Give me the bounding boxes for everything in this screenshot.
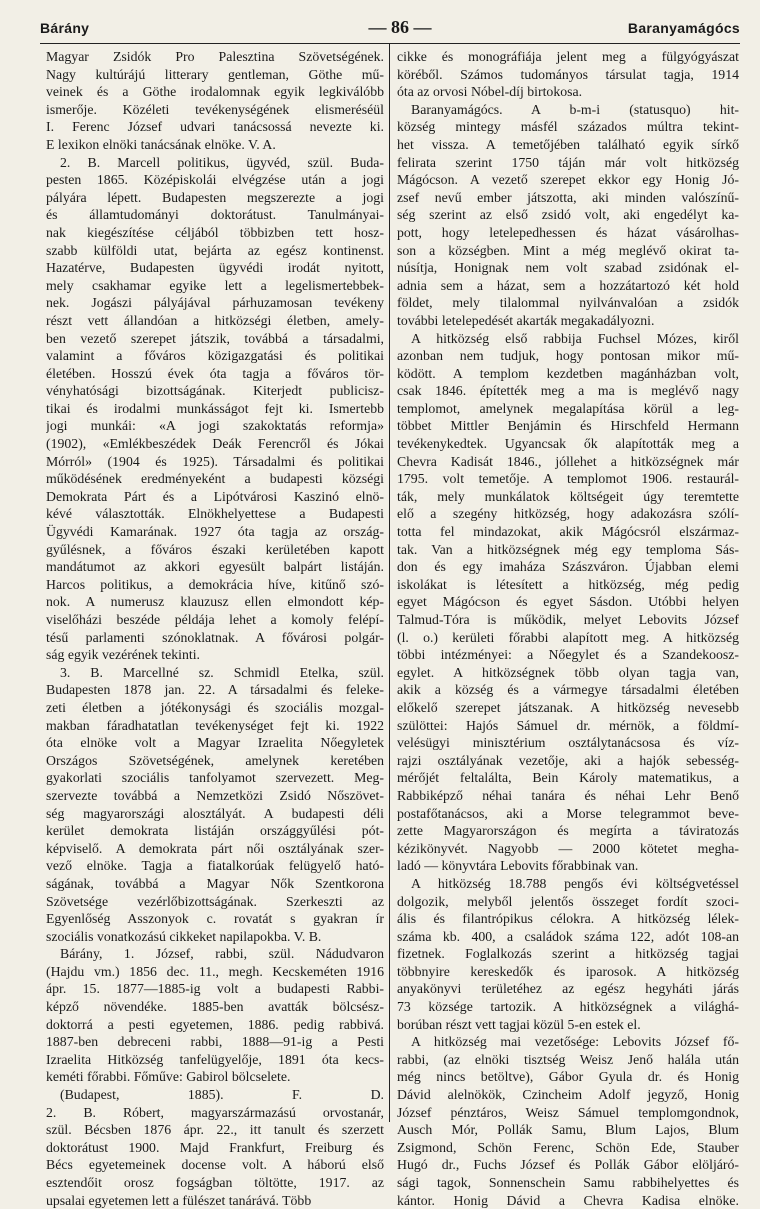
text-line: száma kb. 400, a családok száma 122, adót 108-an xyxy=(397,928,739,944)
text-line: szülöttei: Hajós Sámuel dr. mérnök, a földmí- xyxy=(397,717,739,733)
text-line: veinek és a Göthe irodalomnak egyik legkiválóbb xyxy=(46,84,384,100)
text-line: (1902), «Emlékbeszédek Deák Ferencről és Jókai xyxy=(46,436,384,452)
text-line: zette Magyarországon és megírta a táviratozás xyxy=(397,823,739,839)
header-left: Bárány xyxy=(40,20,90,36)
text-line: esztendőit orosz fogságban töltötte, 1917. az xyxy=(46,1175,384,1190)
text-line: fizetnek. Foglalkozás szerint a hitközség tagjai xyxy=(397,946,739,962)
text-line: ápr. 15. 1877—1885-ig volt a budapesti Rabbi- xyxy=(46,981,384,997)
text-line: postafőtanácsos, aki a Morse telegrammot beve- xyxy=(397,805,739,821)
text-line: 2. B. Marcell politikus, ügyvéd, szül. Buda- xyxy=(60,154,384,170)
text-line: többi intézményei: a Nőegylet és a Szandekoosz- xyxy=(397,647,739,663)
text-line: vényhatósági bizottságának. Kiterjedt publicisz- xyxy=(46,383,384,399)
running-head xyxy=(40,17,740,42)
text-line: Egyenlőség Asszonyok c. rovatát s gyakran ír xyxy=(46,911,384,927)
text-line: ség magyarországi alosztályát. A budapesti déli xyxy=(46,805,384,821)
text-line: tikai és irodalmi munkásságot fejt ki. Ismertebb xyxy=(46,400,384,416)
text-line: keméti főrabbi. Főműve: Gabirol bölcselete. xyxy=(46,1069,291,1085)
text-line: 1887-ben debreceni rabbi, 1888—91-ig a Pesti xyxy=(46,1034,384,1050)
text-line: 1795. volt temetője. A templomot 1906. restaurál- xyxy=(397,471,739,487)
text-line: sági tagok, Sonnenschein Samu rabbihelyettes és xyxy=(397,1175,739,1190)
text-line: pott, hogy letelepedhessen és házat vásárolhas- xyxy=(397,224,739,240)
page-number: — 86 — xyxy=(368,17,432,37)
text-line: köréből. Számos tudományos társulat tagja, 1914 xyxy=(397,66,739,82)
text-line: felirata szerint 1750 táján már volt hitközség xyxy=(397,154,739,170)
text-line: ság egyik vezérének tekinti. xyxy=(46,647,201,663)
text-line: borúban részt vett tagjai közül 5-en estek el. xyxy=(397,1016,641,1032)
text-line: vező elnöke. Tagja a fiatalkorúak felügyelő ható- xyxy=(46,858,384,874)
text-line: Demokrata Párt és a Lipótvárosi Kaszinó elnö- xyxy=(46,488,384,504)
text-line: ális és filantrópikus célokra. A hitközség lélek- xyxy=(397,911,739,927)
text-line: zeti életben a jótékonysági és szociális mozgal- xyxy=(46,699,384,715)
column-divider xyxy=(389,44,390,1122)
text-line: tevékenykedtek. Ugyancsak ők alapították meg a xyxy=(397,436,739,452)
text-line: 2. B. Róbert, magyarszármazású orvostanár, xyxy=(46,1104,384,1120)
text-line: község mintegy másfél százados múltra tekint- xyxy=(397,119,739,135)
text-line: ség szerint az első zsidó volt, aki engedélyt ka- xyxy=(397,207,739,223)
text-line: gyakorlati szociális tanfolyamot szervezett. Meg- xyxy=(46,770,384,786)
text-line: Dávid alelnökök, Czincheim Adolf jegyző, Honig xyxy=(397,1087,739,1103)
text-line: egyet Mágócson és egyet Sásdon. Utóbbi helyen xyxy=(397,594,739,610)
header-right: Baranyamágócs xyxy=(627,20,740,36)
text-line: Mágócson. A vezető szerepet ekkor egy Honig Jó- xyxy=(397,172,739,188)
text-line: Talmud-Tóra is működik, melyet Lebovits József xyxy=(397,612,739,627)
text-line: életében. Hosszú évek óta tagja a főváros tör- xyxy=(46,365,384,381)
text-line: mérőjét feltalálta, Bein Károly matematikus, a xyxy=(397,770,739,786)
header-rule xyxy=(40,43,740,44)
text-line: csak 1846. építették meg a ma is meglévő nagy xyxy=(397,383,739,399)
text-line: A hitközség 18.788 pengős évi költségvetéssel xyxy=(411,875,739,891)
text-line: Bécs egyetemeinek docense volt. A háború első xyxy=(46,1157,384,1173)
text-line: totta fel mindazokat, akik Mágócsról elszármaz- xyxy=(397,524,739,540)
text-line: Hazatérve, Budapesten ügyvédi irodát nyitott, xyxy=(46,260,384,276)
text-line: Budapesten 1878 jan. 22. A társadalmi és feleke- xyxy=(46,682,384,698)
text-line: mandátumot az akkori egyesült balpárt listáján. xyxy=(46,559,384,575)
text-line: Harcos politikus, a demokrácia híve, kitűnő szó- xyxy=(46,576,384,592)
text-line: 3. B. Marcellné sz. Schmidl Etelka, szül. xyxy=(60,664,384,680)
text-line: A hitközség első rabbija Fuchsel Mózes, kiről xyxy=(411,330,739,346)
text-line: rabbi, (az elnöki tisztség Weisz Jenő halála után xyxy=(397,1051,739,1067)
text-line: ták, mely munkálatok költségeit úgy teremtette xyxy=(397,488,739,504)
text-line: gyűlésnek, a főváros északi kerületében kapott xyxy=(46,541,384,557)
text-line: földet, mely tilalommal nyilvánvalóan a zsidók xyxy=(397,295,739,311)
text-line: iskolákat is létesített a hitközség, még pedig xyxy=(397,576,739,592)
text-line: és államtudományi doktorátust. Tanulmányai- xyxy=(46,207,384,223)
right-column xyxy=(397,48,739,1209)
text-line: upsalai egyetemen lett a fülészet tanárává. Több xyxy=(46,1192,312,1208)
text-line: nek. Jogászi pályájával párhuzamosan tevékeny xyxy=(46,295,384,311)
text-line: anyakönyvi területéhez az egész hegyháti járás xyxy=(397,981,739,997)
text-line: pályára lépett. Budapesten megszerezte a jogi xyxy=(46,189,384,205)
text-line: Magyar Zsidók Pro Palesztina Szövetségének. xyxy=(46,49,384,64)
text-line: óta elnöke volt a Magyar Izraelita Nőegyletek xyxy=(46,735,384,751)
text-line: A hitközség mai vezetősége: Lebovits József fő- xyxy=(411,1034,739,1050)
text-line: doktorátust 1900. Majd Frankfurt, Freiburg és xyxy=(46,1139,384,1155)
text-line: I. Ferenc József udvari tanácsossá nevezte ki. xyxy=(46,119,384,135)
text-line: elő a szegény hitközség, hogy adakozásra szólí- xyxy=(397,506,739,522)
text-line: képző növendéke. 1885-ben avatták bölcsész- xyxy=(46,999,384,1015)
text-line: többet Mittler Benjámin és Hirschfeld Hermann xyxy=(397,418,739,434)
text-line: don és egy imaháza Szászváron. Újabban elemi xyxy=(397,559,739,575)
text-line: Szövetsége vezérlőbizottságának. Szerkeszti az xyxy=(46,893,384,909)
text-line: ságának, továbbá a Magyar Nők Szentkorona xyxy=(46,875,384,891)
text-line: kévé választották. Elnökhelyettese a Budapesti xyxy=(46,506,384,522)
text-line: (Budapest, 1885). F. D. xyxy=(60,1087,384,1103)
text-line: előkelő szerepet játszanak. A hitközség nevesebb xyxy=(397,699,739,715)
text-line: pesten 1865. Középiskolái elvégzése után a jogi xyxy=(46,172,384,188)
text-line: szociális vonatkozású cikkeket napilapokba. V. B. xyxy=(46,928,322,944)
left-column xyxy=(46,48,384,1209)
text-line: részt vett állandóan a hitközségi életben, amely- xyxy=(46,312,384,328)
text-line: (Hajdu vm.) 1856 dec. 11., megh. Kecskeméten 1916 xyxy=(46,963,384,979)
text-line: zsef nevű ember játszotta, aki minden valószínű- xyxy=(397,189,739,205)
text-line: azonban nem tudjuk, hogy pontosan mikor mű- xyxy=(397,348,739,364)
text-line: ismerője. Közéleti tevékenységének elismeréséül xyxy=(46,101,384,117)
text-line: Mórról» (1904 és 1925). Társadalmi és politikai xyxy=(46,453,384,469)
text-line: József pénztáros, Weisz Sámuel templomgondnok, xyxy=(397,1104,739,1120)
text-line: ben vezető szerepet játszik, továbbá a társadalmi, xyxy=(46,330,384,346)
text-line: velésügyi minisztérium osztálytanácsosa és víz- xyxy=(397,735,739,751)
text-line: kerület demokrata listáján országgyűlési pót- xyxy=(46,823,384,839)
text-line: 73 községe tartozik. A hitközségnek a világhá- xyxy=(397,999,739,1015)
text-line: kézikönyvét. Nagyobb — 2000 kötetet megha- xyxy=(397,840,739,856)
text-line: óta az orvosi Nóbel-díj birtokosa. xyxy=(397,84,583,100)
text-line: szül. Bécsben 1876 ápr. 22., itt tanult és szerzett xyxy=(46,1122,384,1138)
text-line: viselőházi beszéde példája lehet a komoly felépí- xyxy=(46,612,384,627)
text-line: doktorrá a pesti egyetemen, 1886. pedig rabbivá. xyxy=(46,1016,384,1032)
text-line: templomot, amelynek megalapítása körül a leg- xyxy=(397,400,739,416)
text-line: mely csakhamar egyike lett a legelismertebbek- xyxy=(46,277,384,293)
text-line: rajzi osztályának vezetője, aki a hajók sebesség- xyxy=(397,752,739,768)
text-line: Országos Szövetségének, amelynek keretében xyxy=(46,752,384,768)
text-line: tésű parlamenti szónoklatnak. A fővárosi polgár- xyxy=(46,629,384,645)
text-line: Ügyvédi Kamarának. 1927 óta tagja az ország- xyxy=(46,524,384,540)
text-line: képviselő. A demokrata párt női osztályának szer- xyxy=(46,840,384,856)
text-line: son a községben. Mint a még meglévő okirat ta- xyxy=(397,242,739,258)
text-line: még nincs betöltve), Gábor Gyula dr. és Honig xyxy=(397,1069,739,1085)
text-line: szervezte továbbá a Nemzetközi Zsidó Nőszövet- xyxy=(46,787,384,803)
text-line: E lexikon elnöki tanácsának elnöke. V. A. xyxy=(46,136,276,152)
text-line: Rabbiképző néhai tanára és néhai Lehr Benő xyxy=(397,787,739,803)
text-line: Hugó dr., Fuchs József és Pollák Gábor elöljáró- xyxy=(397,1157,739,1173)
text-line: Ausch Mór, Pollák Samu, Blum Lajos, Blum xyxy=(397,1122,739,1138)
text-line: szabb külföldi utat, bejárta az egész kontinenst. xyxy=(46,242,384,258)
text-line: Zsigmond, Schön Ferenc, Schön Ede, Stauber xyxy=(397,1139,739,1155)
text-line: Nagy kultúrájú litterary gentleman, Göthe mű- xyxy=(46,66,384,82)
text-line: ködött. A templom kezdetben magánházban volt, xyxy=(397,365,739,381)
text-line: adnia sem a házat, sem a hozzátartozó két hold xyxy=(397,277,739,293)
text-line: Izraelita Hitközség tanfelügyelője, 1891 óta kecs- xyxy=(46,1051,384,1067)
text-line: ladó — könyvtára Lebovits főrabbinak van. xyxy=(397,858,639,874)
text-line: többnyire kereskedők és iparosok. A hitközség xyxy=(397,963,739,979)
text-line: egylet. A hitközségnek több olyan tagja van, xyxy=(397,664,739,680)
text-line: akik a község és a vármegye társadalmi életében xyxy=(397,682,739,698)
text-line: Chevra Kadisát 1846., jóllehet a hitközségnek már xyxy=(397,453,739,469)
text-line: het vissza. A temetőjében található egyik sírkő xyxy=(397,136,739,152)
text-line: (l. o.) kerületi főrabbi alapított meg. A hitközség xyxy=(397,629,739,645)
text-line: Bárány, 1. József, rabbi, szül. Nádudvaron xyxy=(60,946,384,962)
text-line: cikke és monográfiája jelent meg a fülgyógyászat xyxy=(397,49,739,64)
text-line: valamint a főváros közigazgatási és politikai xyxy=(46,348,384,364)
text-line: makban fáradhatatlan tevékenységet fejt ki. 1922 xyxy=(46,717,384,733)
text-line: nak kiegészítése céljából többizben tett hosz- xyxy=(46,224,384,240)
text-line: jogi munkái: «A jogi szakoktatás reformja» xyxy=(46,418,384,434)
text-line: núsítja, Honignak nem volt szabad zsidónak el- xyxy=(397,260,739,276)
text-line: további letelepedését akarták megakadályozni. xyxy=(397,312,655,328)
text-line: működésének eredményeként a budapesti községi xyxy=(46,471,384,487)
text-line: tak. Van a hitközségnek még egy temploma Sás- xyxy=(397,541,739,557)
text-line: nok. A numerusz klauzusz ellen elmondott kép- xyxy=(46,594,384,610)
text-line: Baranyamágócs. A b-m-i (statusquo) hit- xyxy=(411,101,739,117)
text-line: kántor. Honig Dávid a Chevra Kadisa elnöke. xyxy=(397,1192,739,1208)
text-line: dolgozik, melyből jelentős összeget fordít szoci- xyxy=(397,893,739,909)
